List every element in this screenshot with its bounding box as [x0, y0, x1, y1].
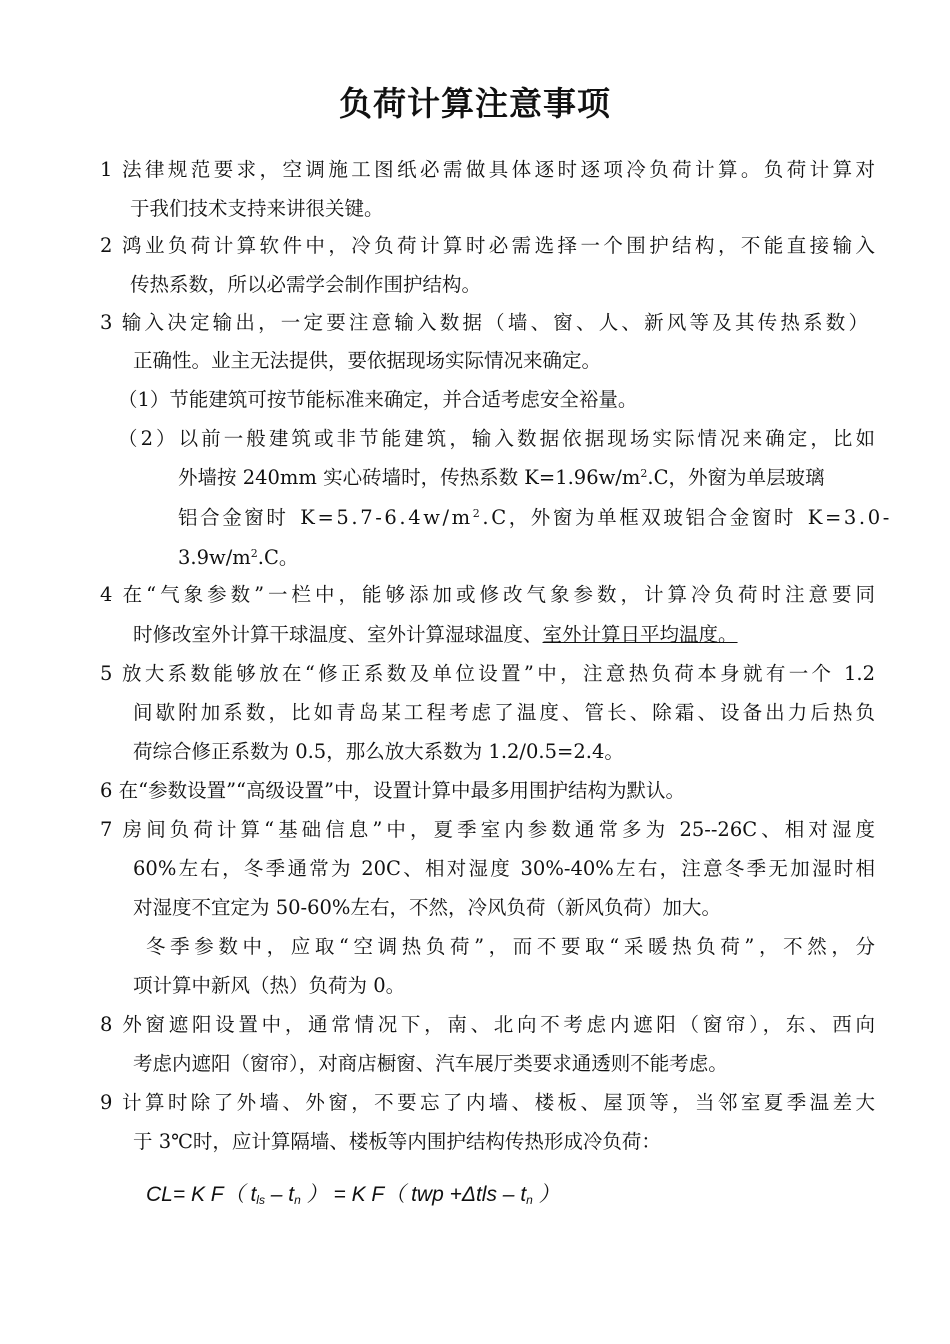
cooling-load-formula: CL= K F（ $t_{ls} - t_n$ ） = K F（ twp $+\Delta tls - t_n$ ） [146, 1183, 560, 1207]
item-8-line-2: 考虑内遮阳（窗帘），对商店橱窗、汽车展厅类要求通透则不能考虑。 [133, 1052, 728, 1075]
item-3-sub-2-line-2: 外墙按 240mm 实心砖墙时，传热系数 $K=1.96w/m^2.C$，外窗为单层玻璃 [178, 466, 825, 489]
item-3-sub-1: （1）节能建筑可按节能标准来确定，并合适考虑安全裕量。 [118, 388, 638, 411]
item-7-line-2: 60%左右，冬季通常为 20C、相对湿度 30%-40%左右，注意冬季无加湿时相 [133, 857, 875, 880]
page-title: 负荷计算注意事项 [339, 84, 611, 123]
item-7-line-1: 7 房间负荷计算“基础信息”中，夏季室内参数通常多为 25--26C、相对湿度 [100, 818, 875, 841]
item-3-line-2: 正确性。业主无法提供，要依据现场实际情况来确定。 [133, 349, 602, 372]
item-2-line-2: 传热系数，所以必需学会制作围护结构。 [130, 273, 482, 296]
item-9-line-2: 于 3℃时，应计算隔墙、楼板等内围护结构传热形成冷负荷： [133, 1130, 661, 1153]
item-6-line-1: 6 在“参数设置”“高级设置”中，设置计算中最多用围护结构为默认。 [100, 779, 685, 802]
item-5-line-1: 5 放大系数能够放在“修正系数及单位设置”中，注意热负荷本身就有一个 1.2 [100, 662, 875, 685]
item-7-line-3: 对湿度不宜定为 50-60%左右，不然，冷风负荷（新风负荷）加大。 [133, 896, 721, 919]
item-5-line-3: 荷综合修正系数为 0.5，那么放大系数为 1.2/0.5=2.4。 [133, 740, 624, 763]
item-3-line-1: 3 输入决定输出，一定要注意输入数据（墙、窗、人、新风等及其传热系数） [100, 311, 868, 334]
item-4-line-1: 4 在“气象参数”一栏中，能够添加或修改气象参数，计算冷负荷时注意要同 [100, 583, 875, 606]
underlined-text: 室外计算日平均温度。 [542, 623, 738, 646]
item-1-line-1: 1 法律规范要求，空调施工图纸必需做具体逐时逐项冷负荷计算。负荷计算对 [100, 158, 875, 181]
item-5-line-2: 间歇附加系数，比如青岛某工程考虑了温度、管长、除霜、设备出力后热负 [133, 701, 875, 724]
item-7-line-4: 冬季参数中，应取“空调热负荷”，而不要取“采暖热负荷”，不然，分 [146, 935, 875, 958]
item-8-line-1: 8 外窗遮阳设置中，通常情况下，南、北向不考虑内遮阳（窗帘），东、西向 [100, 1013, 875, 1036]
item-3-sub-2-line-4: $3.9w/m^2.C$。 [178, 546, 299, 569]
item-2-line-1: 2 鸿业负荷计算软件中，冷负荷计算时必需选择一个围护结构，不能直接输入 [100, 234, 875, 257]
item-3-sub-2-line-1: （2）以前一般建筑或非节能建筑，输入数据依据现场实际情况来确定，比如 [118, 427, 875, 450]
item-7-line-5: 项计算中新风（热）负荷为 0。 [133, 974, 406, 997]
item-4-line-2: 时修改室外计算干球温度、室外计算湿球温度、室外计算日平均温度。 [133, 623, 738, 646]
item-3-sub-2-line-3: 铝合金窗时 $K=5.7-6.4w/m^2.C$，外窗为单框双玻铝合金窗时 K=3.0- [178, 506, 892, 529]
item-1-line-2: 于我们技术支持来讲很关键。 [130, 197, 384, 220]
item-9-line-1: 9 计算时除了外墙、外窗，不要忘了内墙、楼板、屋顶等，当邻室夏季温差大 [100, 1091, 875, 1114]
